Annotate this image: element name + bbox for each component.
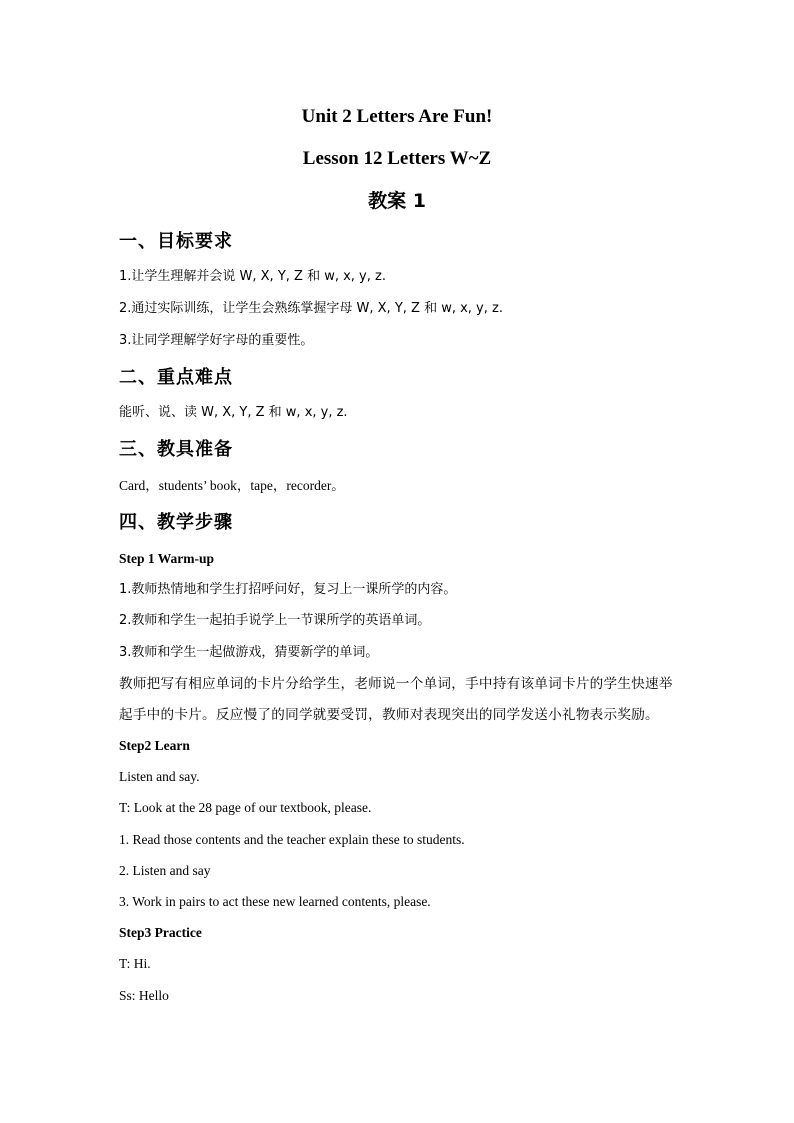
goal-item: 2.通过实际训练，让学生会熟练掌握字母 W, X, Y, Z 和 w, x, y, z. [119,301,503,316]
step-heading-learn: Step2 Learn [119,738,190,753]
step-item: 教师把写有相应单词的卡片分给学生，老师说一个单词，手中持有该单词卡片的学生快速举 [119,676,673,692]
step-heading-practice: Step3 Practice [119,925,202,940]
plan-title: 教案 1 [368,190,426,212]
unit-title: Unit 2 Letters Are Fun! [301,106,493,127]
step-item: Ss: Hello [119,988,169,1003]
step-item: 3. Work in pairs to act these new learned contents, please. [119,894,431,909]
step-item: T: Look at the 28 page of our textbook, please. [119,800,372,815]
step-item: Listen and say. [119,769,200,784]
goal-item: 3.让同学理解学好字母的重要性。 [119,333,314,348]
step-item: 1. Read those contents and the teacher explain these to students. [119,832,465,847]
section-heading-steps: 四、教学步骤 [119,512,233,533]
step-item: 2.教师和学生一起拍手说学上一节课所学的英语单词。 [119,613,431,628]
step-item: 1.教师热情地和学生打招呼问好，复习上一课所学的内容。 [119,582,457,597]
materials-item: Card，students’ book，tape，recorder。 [119,478,345,493]
key-point-item: 能听、说、读 W, X, Y, Z 和 w, x, y, z. [119,405,348,420]
goal-item: 1.让学生理解并会说 W, X, Y, Z 和 w, x, y, z. [119,269,386,284]
section-heading-materials: 三、教具准备 [119,439,233,460]
step-item: 3.教师和学生一起做游戏，猜要新学的单词。 [119,645,379,660]
section-heading-goals: 一、目标要求 [119,231,233,252]
step-item: 2. Listen and say [119,863,211,878]
section-heading-key-points: 二、重点难点 [119,367,233,388]
step-item: 起手中的卡片。反应慢了的同学就要受罚，教师对表现突出的同学发送小礼物表示奖励。 [119,707,659,723]
step-heading-warm-up: Step 1 Warm-up [119,551,215,566]
step-item: T: Hi. [119,956,151,971]
lesson-title: Lesson 12 Letters W~Z [302,148,492,169]
